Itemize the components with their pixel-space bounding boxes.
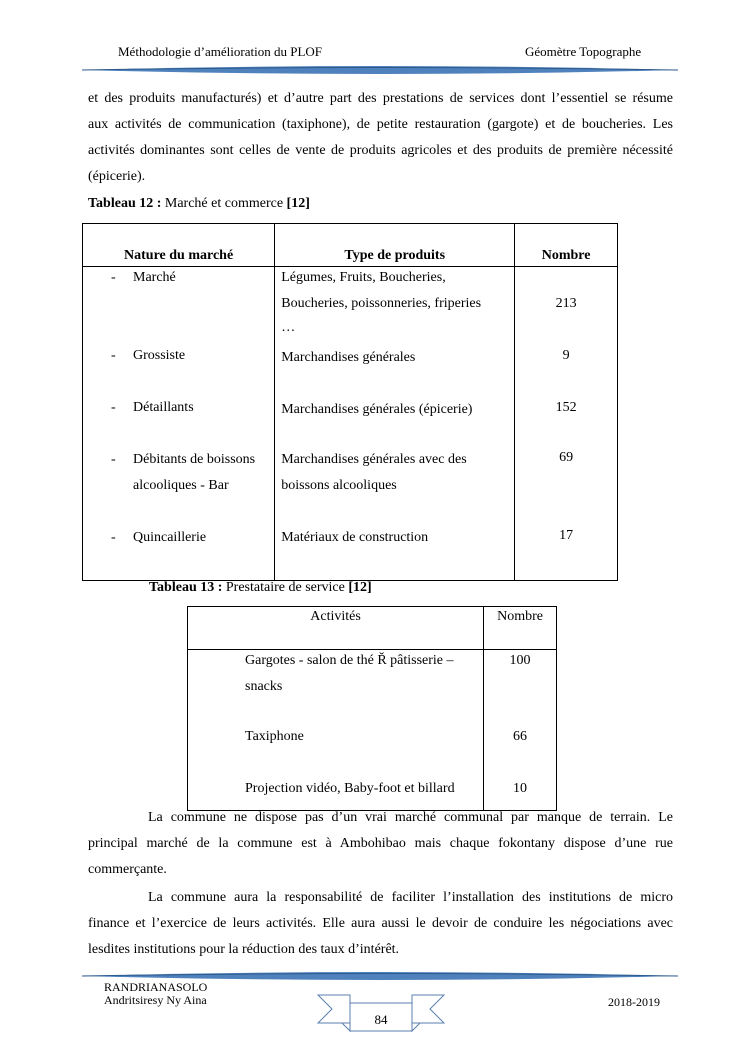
nature-cell: Grossiste [133,348,186,363]
activite-cell: Taxiphone [245,729,304,744]
list-dash: - [111,270,116,285]
type-column [275,267,515,581]
text-line: et des produits manufacturés) et d’autre part des prestations de services dont l’essentiel se résume [88,91,673,106]
header-left-title: Méthodologie d’amélioration du PLOF [118,44,323,59]
type-cell: boissons alcooliques [281,478,397,493]
nombre-column [484,650,557,811]
nombre-column [515,267,618,581]
intro-paragraph [88,86,673,190]
text-line: aux activités de communication (taxiphone), de petite restauration (gargote) et de boucheries. Les [88,117,673,132]
text-line: lesdites institutions pour la réduction des taux d’intérêt. [88,942,400,957]
text-line: commerçante. [88,862,167,877]
header-right-title: Géomètre Topographe [525,44,642,59]
caption-text: Marché et commerce [161,196,287,211]
list-dash: - [111,452,116,467]
page-number: 84 [374,1012,388,1027]
activite-cell: Gargotes - salon de thé Ř pâtisserie – [245,653,454,668]
market-table [82,223,618,581]
caption-ref: [12] [348,580,372,595]
nature-cell: Débitants de boissons [133,452,256,467]
col-header-nature: Nature du marché [83,224,275,267]
table12-caption [88,196,310,212]
list-dash: - [111,530,116,545]
type-cell: … [281,320,296,335]
author-line: Andritsiresy Ny Aina [104,993,207,1007]
text-line: principal marché de la commune est à Ambohibao mais chaque fokontany dispose d’une rue [88,836,673,851]
type-cell: Marchandises générales [281,350,416,365]
caption-ref: [12] [286,196,310,211]
list-dash: - [111,348,116,363]
nature-cell: Détaillants [133,400,194,415]
nombre-cell: 9 [562,348,570,363]
nature-cell: Marché [133,270,176,285]
nombre-cell: 100 [509,653,531,668]
text-line: La commune ne dispose pas d’un vrai marché communal par manque de terrain. Le [148,810,673,825]
service-table [187,606,557,811]
type-cell: Matériaux de construction [281,530,429,545]
activites-column [188,650,484,811]
text-line: (épicerie). [88,169,146,184]
caption-label: Tableau 13 : [149,580,223,595]
nombre-cell: 213 [555,296,577,311]
col-header-nombre: Nombre [484,607,557,650]
author-line: RANDRIANASOLO [104,980,208,994]
footer-author [104,981,207,1007]
col-header-activites: Activités [188,607,484,650]
text-line: activités dominantes sont celles de vente de produits agricoles et des produits de première nécessité [88,143,673,158]
type-cell: Marchandises générales (épicerie) [281,402,473,417]
paragraph-microfinance [88,885,673,963]
nombre-cell: 10 [513,781,528,796]
nature-column [83,267,275,581]
type-cell: Légumes, Fruits, Boucheries, [281,270,446,285]
type-cell: Boucheries, poissonneries, friperies [281,296,482,311]
list-dash: - [111,400,116,415]
activite-cell: snacks [245,679,283,694]
type-cell: Marchandises générales avec des [281,452,467,467]
nombre-cell: 66 [513,729,528,744]
nombre-cell: 69 [559,450,574,465]
nombre-cell: 152 [555,400,577,415]
text-line: finance et l’exercice de leurs activités. Elle aura aussi le devoir de conduire les négociations avec [88,916,673,931]
caption-label: Tableau 12 : [88,196,162,211]
col-header-type: Type de produits [275,224,515,267]
paragraph-marche [88,805,673,883]
nombre-cell: 17 [559,528,574,543]
nature-cell: Quincaillerie [133,530,207,545]
text-line: La commune aura la responsabilité de faciliter l’installation des institutions de micro [148,890,673,905]
caption-text: Prestataire de service [222,580,349,595]
activite-cell: Projection vidéo, Baby-foot et billard [245,781,455,796]
col-header-nombre: Nombre [515,224,618,267]
table13-caption [149,580,372,596]
footer-year: 2018-2019 [608,995,660,1009]
header-rule [80,64,680,76]
nature-cell: alcooliques - Bar [133,478,229,493]
